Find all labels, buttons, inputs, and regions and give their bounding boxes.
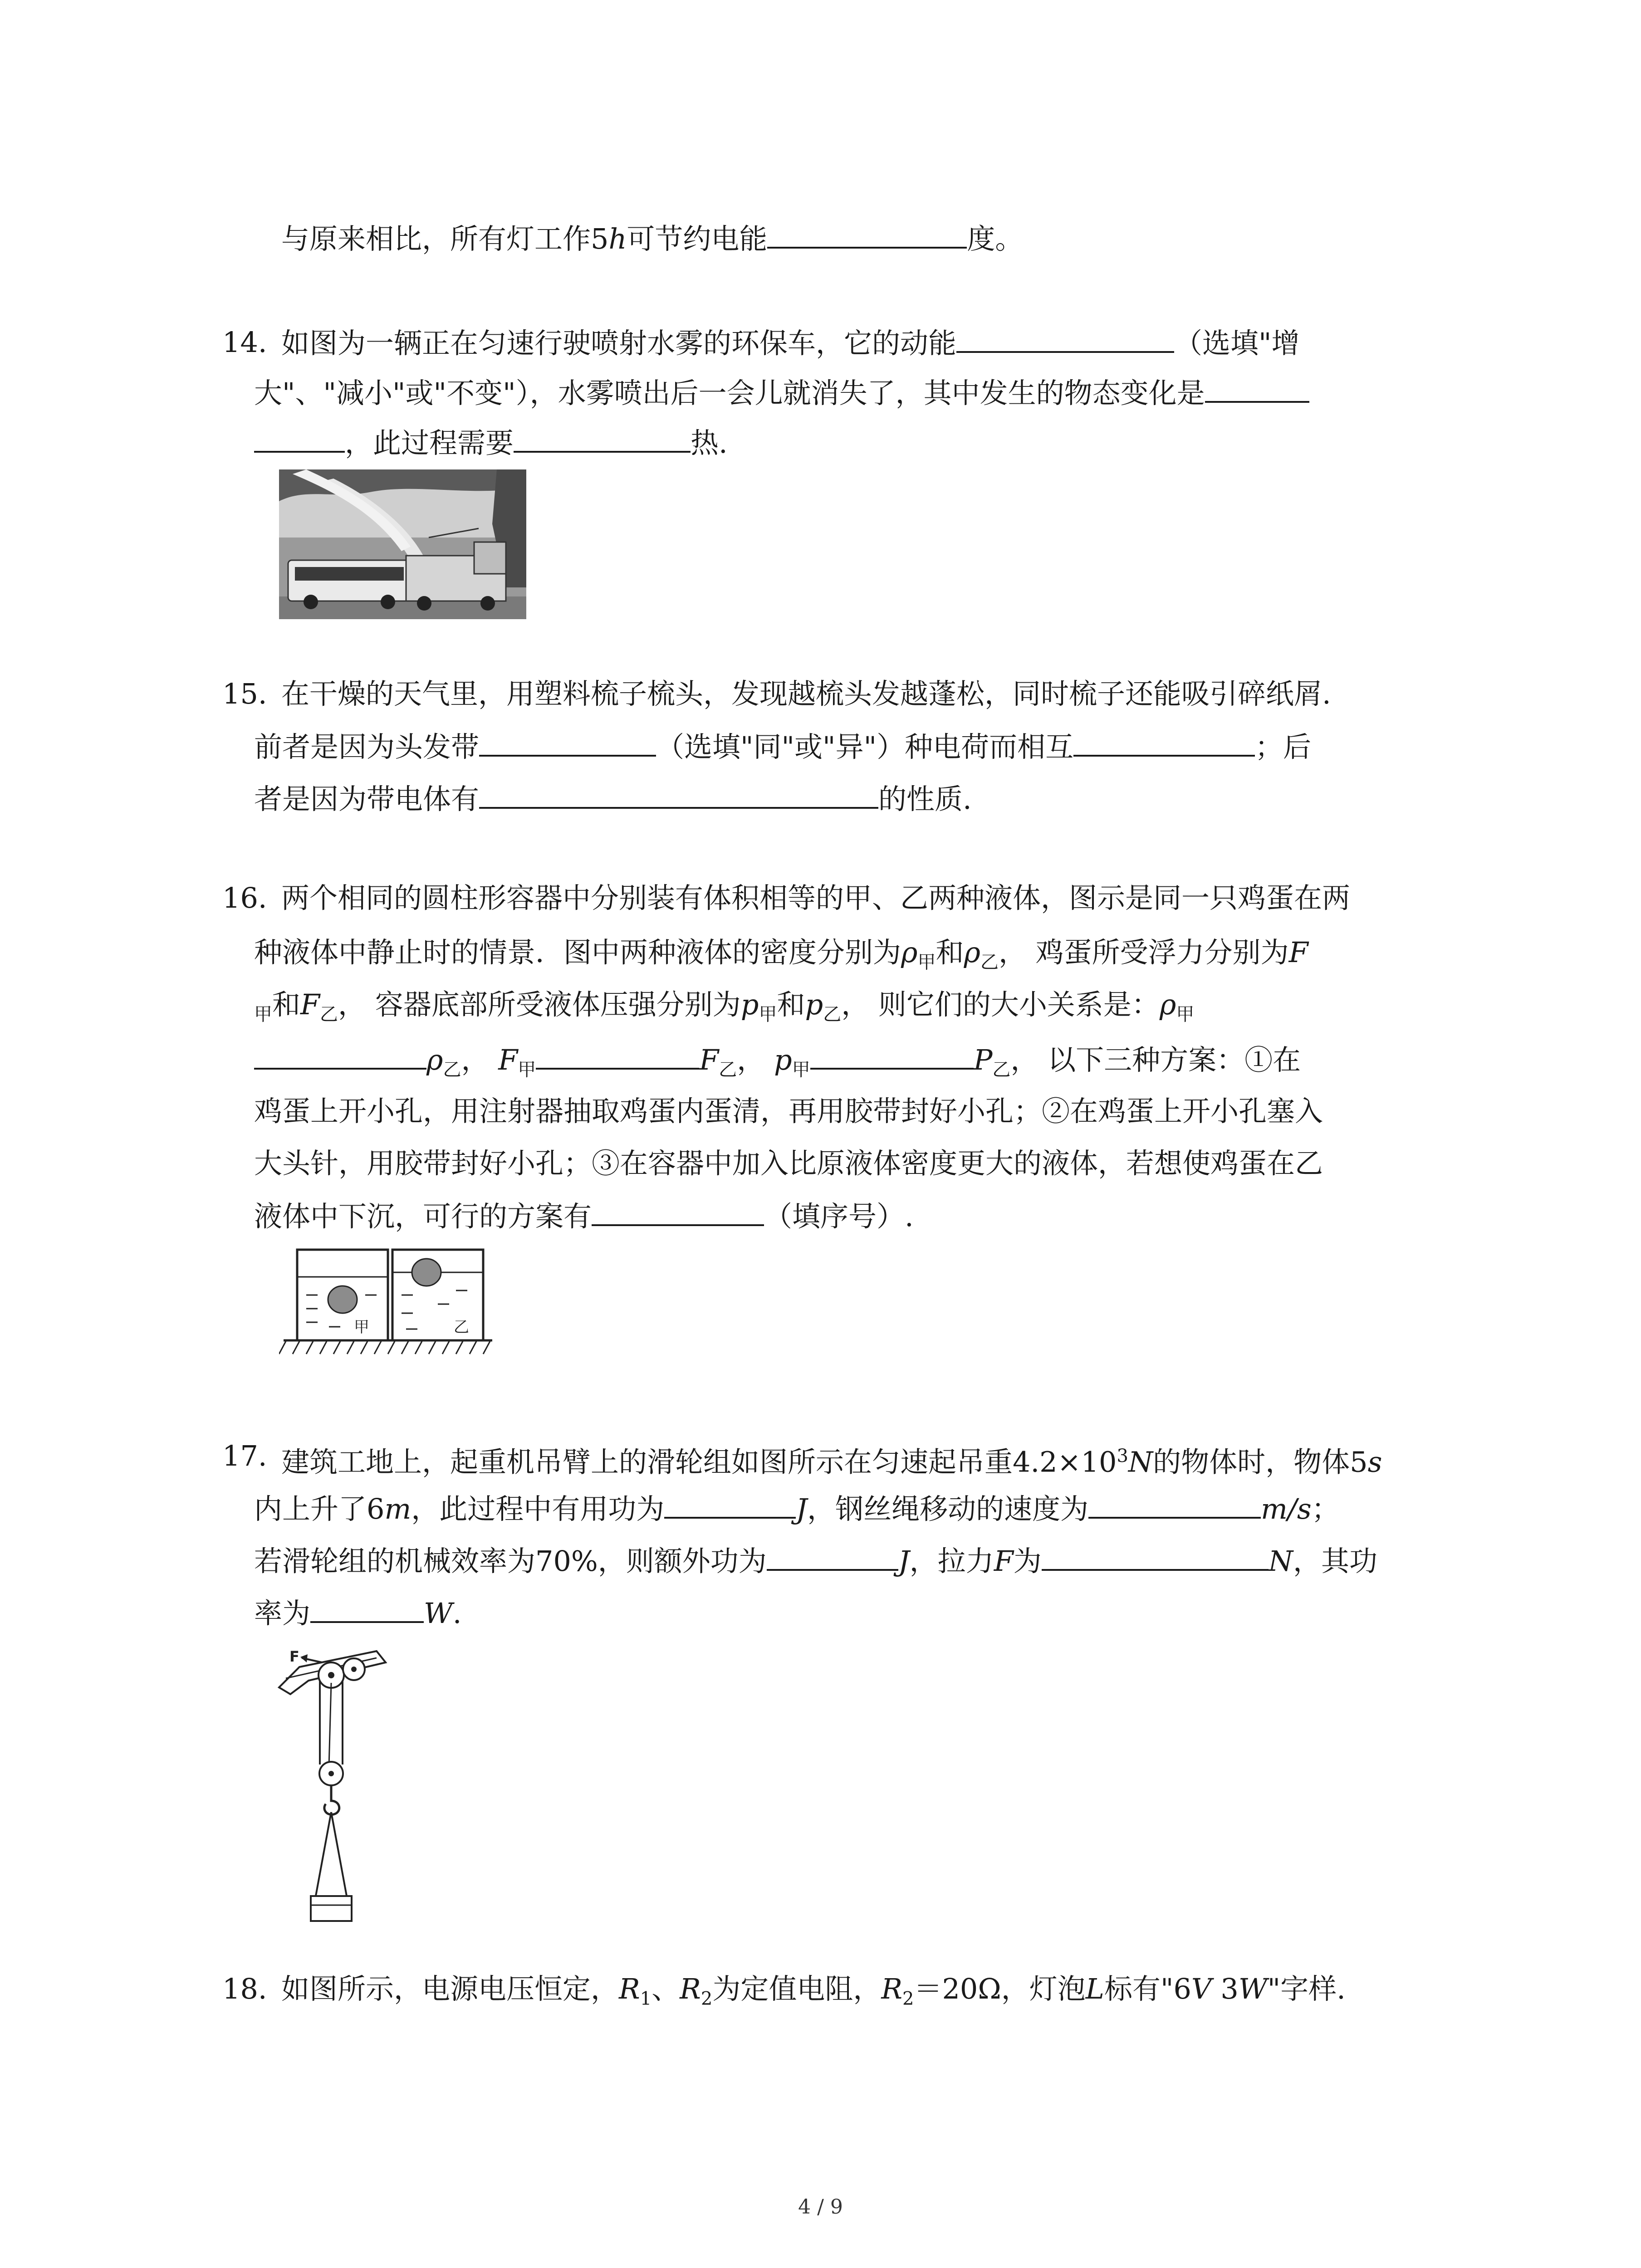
q17-line-4: 率为 W. <box>254 1592 461 1634</box>
answer-blank[interactable] <box>514 422 691 453</box>
answer-blank[interactable] <box>254 422 345 453</box>
q14-line-3: ，此过程需要 热. <box>254 422 728 464</box>
q13-line-1: 与原来相比，所有灯工作5h可节约电能 度。 <box>281 218 1023 259</box>
question-number: 17. <box>222 1439 267 1472</box>
answer-blank[interactable] <box>536 1039 699 1070</box>
q14-line-1: 如图为一辆正在匀速行驶喷射水雾的环保车，它的动能 （选填"增 <box>281 322 1300 364</box>
q16-line-6: 大头针，用胶带封好小孔；③在容器中加入比原液体密度更大的液体，若想使鸡蛋在乙 <box>254 1147 1323 1180</box>
answer-blank[interactable] <box>664 1488 796 1519</box>
label-yi: 乙 <box>454 1318 469 1336</box>
label-jia: 甲 <box>354 1318 369 1336</box>
answer-blank[interactable] <box>254 1039 426 1070</box>
eco-truck-photo <box>279 469 526 619</box>
q16-line-7: 液体中下沉，可行的方案有 （填序号）. <box>254 1195 914 1237</box>
answer-blank[interactable] <box>310 1592 424 1623</box>
answer-blank[interactable] <box>479 726 656 757</box>
label-force-f: F <box>289 1648 299 1665</box>
question-number: 15. <box>222 677 267 710</box>
q15-line-2: 前者是因为头发带 （选填"同"或"异"）种电荷而相互 ；后 <box>254 726 1311 767</box>
q15-line-1: 在干燥的天气里，用塑料梳子梳头，发现越梳头发越蓬松，同时梳子还能吸引碎纸屑. <box>281 677 1331 710</box>
answer-blank[interactable] <box>767 218 967 249</box>
q16-line-5: 鸡蛋上开小孔，用注射器抽取鸡蛋内蛋清，再用胶带封好小孔；②在鸡蛋上开小孔塞入 <box>254 1095 1323 1128</box>
q17-line-1: 建筑工地上，起重机吊臂上的滑轮组如图所示在匀速起吊重$4.2\times 10^3N$的物体时，物体5s <box>281 1445 1382 1479</box>
egg-containers-diagram <box>279 1245 497 1359</box>
answer-blank[interactable] <box>1205 372 1309 403</box>
question-number: 18. <box>222 1972 267 2005</box>
answer-blank[interactable] <box>1073 726 1255 757</box>
q14-line-2: 大"、"减小"或"不变"），水雾喷出后一会儿就消失了，其中发生的物态变化是 <box>254 372 1309 414</box>
q16-line-4: $\rho_乙$， $F_甲$ $F_乙$， $p_甲$ $P_乙$， 以下三种方案：①在 <box>254 1039 1301 1090</box>
q16-line-2: 种液体中静止时的情景．图中两种液体的密度分别为$\rho_甲$和$\rho_乙$， 鸡蛋所受浮力分别为F <box>254 936 1308 973</box>
answer-blank[interactable] <box>1042 1540 1269 1571</box>
question-number: 14. <box>222 326 267 359</box>
answer-blank[interactable] <box>1088 1488 1261 1519</box>
answer-blank[interactable] <box>479 778 878 809</box>
answer-blank[interactable] <box>810 1039 974 1070</box>
pulley-crane-diagram <box>272 1644 399 1926</box>
answer-blank[interactable] <box>592 1195 764 1226</box>
answer-blank[interactable] <box>767 1540 898 1571</box>
q15-line-3: 者是因为带电体有 的性质. <box>254 778 972 820</box>
q16-line-1: 两个相同的圆柱形容器中分别装有体积相等的甲、乙两种液体，图示是同一只鸡蛋在两 <box>281 881 1351 914</box>
page-number: 4 / 9 <box>798 2195 843 2219</box>
answer-blank[interactable] <box>956 322 1174 353</box>
q18-line-1: 如图所示，电源电压恒定，$R_1$、$R_2$为定值电阻，$R_2=20\Omega$，灯泡L标有"6V 3W"字样. <box>281 1972 1346 2009</box>
q16-line-3: $_甲$和$F_乙$， 容器底部所受液体压强分别为$p_甲$和$p_乙$， 则它们的大小关系是：$\rho_甲$ <box>254 988 1195 1025</box>
q17-line-3: 若滑轮组的机械效率为70%，则额外功为 J，拉力F为 N，其功 <box>254 1540 1377 1582</box>
q17-line-2: 内上升了6m，此过程中有用功为 J，钢丝绳移动的速度为 m/s； <box>254 1488 1340 1530</box>
question-number: 16. <box>222 881 267 914</box>
